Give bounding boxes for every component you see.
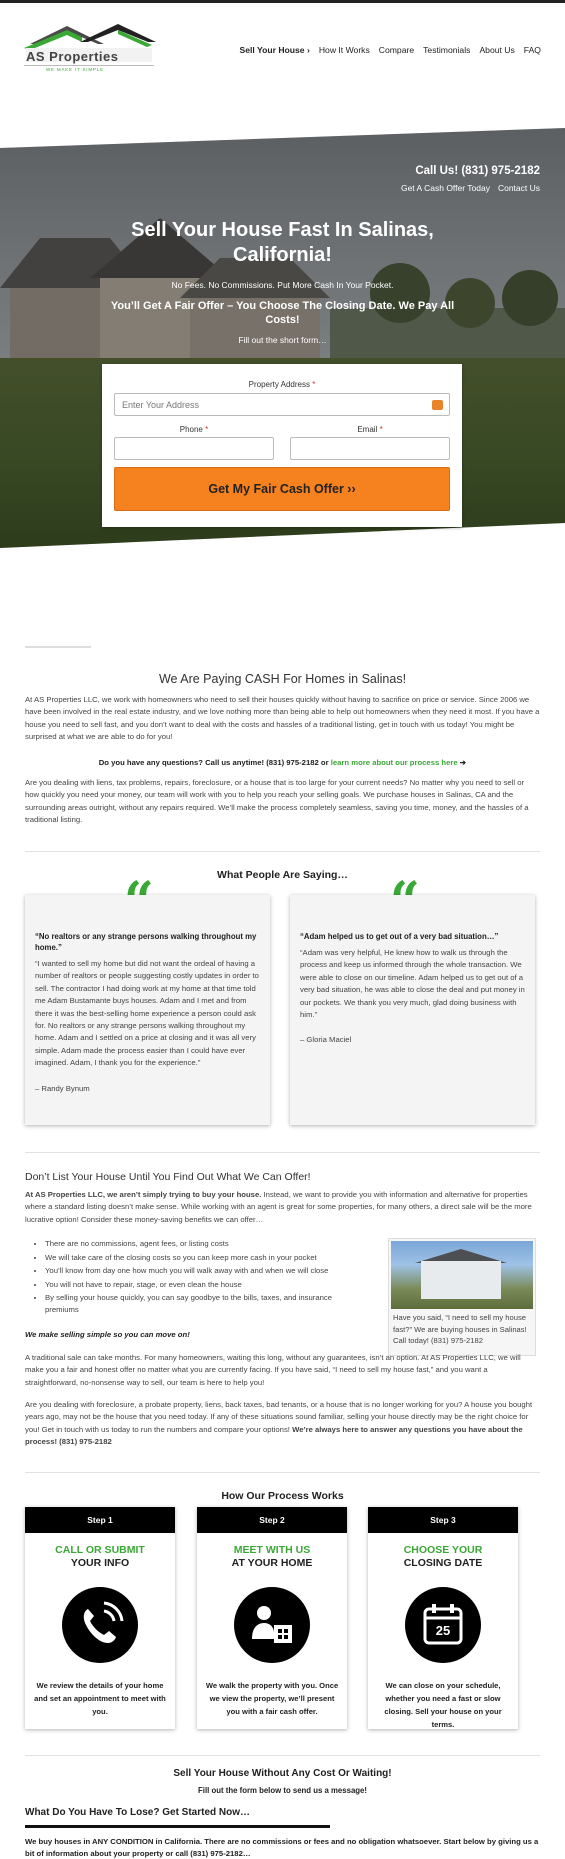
step-label: Step 1 [25, 1507, 175, 1533]
house-photo [391, 1241, 533, 1309]
testimonial-card [290, 895, 535, 1125]
phone-input[interactable] [114, 437, 274, 460]
calendar-icon [405, 1587, 481, 1663]
nav-sell-your-house[interactable]: Sell Your House › [239, 45, 310, 55]
step-title-dark: CLOSING DATE [403, 1557, 483, 1569]
benefit-item: • We will take care of the closing costs so you can keep more cash in your pocket [45, 1252, 365, 1264]
any-condition-paragraph: We buy houses in ANY CONDITION in California. There are no commissions or fees and no obligation whatsoever. Start below by giving us a bit of information about your property or call (831) 975-2182… [25, 1837, 539, 1859]
benefit-item: • You will not have to repair, stage, or even clean the house [45, 1279, 365, 1291]
step-label: Step 3 [368, 1507, 518, 1533]
step-description: We can close on your schedule, whether you need a fast or slow closing. Sell your house on your terms. [384, 1681, 502, 1729]
questions-line: Do you have any questions? Call us anytime! (831) 975-2182 or learn more about our process here ➔ [98, 758, 467, 767]
process-step-2 [197, 1507, 347, 1729]
selling-simple-text: We make selling simple so you can move on! [25, 1330, 190, 1339]
process-heading: How Our Process Works [221, 1490, 344, 1502]
benefits-list [45, 1238, 365, 1318]
heading-underline [25, 1825, 330, 1828]
get-offer-button[interactable]: Get My Fair Cash Offer ›› [114, 467, 450, 511]
learn-more-link[interactable]: learn more about our process here [330, 758, 458, 767]
email-input[interactable] [290, 437, 450, 460]
step-title-green: CHOOSE YOUR [403, 1544, 483, 1556]
phone-label: Phone * [179, 425, 209, 434]
calendar-day: 25 [435, 1623, 451, 1638]
dont-list-heading: Don’t List Your House Until You Find Out What We Can Offer! [25, 1171, 311, 1183]
divider [25, 1755, 540, 1756]
testimonial-title: “Adam helped us to get out of a very bad situation…” [300, 932, 499, 941]
benefit-item: • There are no commissions, agent fees, or listing costs [45, 1238, 365, 1250]
step-description: We walk the property with you. Once we view the property, we’ll present you with a fair cash offer. [205, 1681, 339, 1716]
divider [25, 1472, 540, 1473]
logo-text: AS Properties [26, 49, 119, 64]
address-input[interactable] [114, 393, 450, 416]
hero-links [401, 183, 540, 193]
benefit-item: • You’ll know from day one how much you will walk away with and when we will close [45, 1265, 365, 1277]
nav-testimonials[interactable]: Testimonials [423, 45, 471, 55]
location-icon [432, 400, 443, 410]
cash-offer-form [102, 364, 462, 527]
section-divider [25, 646, 91, 648]
testimonial-author: – Randy Bynum [35, 1083, 90, 1093]
main-nav [239, 45, 541, 55]
phone-icon [62, 1587, 138, 1663]
foreclosure-paragraph: Are you dealing with foreclosure, a probate property, liens, back taxes, bad tenants, or a house that is no longer working for you? A house you bought years ago, may not be the house that you need today. If any of these situations sound familiar, selling your house directly may be the right choice for you! Get in touch with us today to run the numbers and compare your options! We’re always here to answer any questions you have about the process! (831) 975-2182 [25, 1400, 533, 1447]
step-title-green: MEET WITH US [233, 1544, 311, 1556]
traditional-sale-paragraph: A traditional sale can take months. For many homeowners, waiting this long, without any guarantees, isn’t an option. At AS Properties LLC, we will make you a fair and honest offer no matter what you are currently facing. If you have said, “I need to sell my house fast,” and you want a straightforward, no-nonsense way to sell, our team is here to help you! [25, 1353, 521, 1387]
step-title-dark: YOUR INFO [70, 1557, 130, 1569]
testimonial-body: “I wanted to sell my home but did not want the ordeal of having a number of realtors or people suggesting costly updates in order to sell. The contractor I had doing work at my home at that time told me Adam Bustamante buys houses. Adam and I met and from there it was the best-selling home experience a person could ask for. No realtors or any strange persons walking throughout my home. Adam and I settled on a price at closing and it was all very simple. Adam made the process easier than I could have ever imagined. Adam, I thank you for the experience.” [35, 959, 259, 1068]
house-photo-card [388, 1238, 536, 1356]
nav-about-us[interactable]: About Us [479, 45, 515, 55]
contact-us-link[interactable]: Contact Us [497, 183, 540, 193]
nav-faq[interactable]: FAQ [523, 45, 541, 55]
step-description: We review the details of your home and set an appointment to meet with you. [34, 1681, 166, 1716]
nav-compare[interactable]: Compare [378, 45, 415, 55]
address-label: Property Address * [248, 380, 316, 389]
paying-cash-heading: We Are Paying CASH For Homes in Salinas! [158, 672, 407, 686]
cta-heading: Sell Your House Without Any Cost Or Waiting! [173, 1768, 392, 1779]
photo-caption: Have you said, “I need to sell my house fast?” We are buying houses in Salinas! Call today! (831) 975-2182 [393, 1313, 527, 1345]
process-step-1 [25, 1507, 175, 1729]
divider [25, 851, 540, 852]
hero-offer: You’ll Get A Fair Offer – You Choose The Closing Date. We Pay All Costs! [110, 300, 455, 326]
testimonial-author: – Gloria Maciel [300, 1035, 352, 1045]
hero-title: Sell Your House Fast In Salinas, California! [131, 219, 434, 266]
step-title-dark: AT YOUR HOME [231, 1557, 313, 1569]
house-meet-icon [234, 1587, 310, 1663]
benefit-item: • By selling your house quickly, you can say goodbye to the bills, taxes, and insurance premiums [45, 1292, 365, 1316]
dealing-paragraph: Are you dealing with liens, tax problems, repairs, foreclosure, or a house that is too large for your current needs? No matter why you need to sell or how quickly you need your money, our team will work with you to help you reach your selling goals. We purchase houses in Salinas, CA and the surrounding areas outright, without any repairs required. We’ll make the process completely seamless, saving you time, money, and the hassles of a traditional listing. [25, 778, 529, 825]
hero-fill-out: Fill out the short form… [238, 335, 327, 345]
cta-subheading: Fill out the form below to send us a message! [198, 1786, 367, 1795]
site-logo[interactable] [22, 22, 177, 82]
testimonial-body: “Adam was very helpful, He knew how to walk us through the process and keep us informed through the whole transaction. We were able to close on our timeline. Adam helped us to get out of a very bad situation, he was able to close the deal and put money in our pockets. We thank you very much, glad doing business with him.” [300, 948, 525, 1020]
arrow-icon: ➔ [459, 758, 467, 767]
step-title-green: CALL OR SUBMIT [55, 1544, 145, 1556]
top-border [0, 0, 565, 3]
email-label: Email * [357, 425, 383, 434]
what-to-lose-heading: What Do You Have To Lose? Get Started Now… [25, 1807, 251, 1818]
logo-divider [24, 65, 154, 66]
testimonials-heading: What People Are Saying… [217, 869, 348, 881]
process-step-3 [368, 1507, 518, 1729]
hero-phone[interactable]: Call Us! (831) 975-2182 [415, 165, 540, 177]
testimonial-card [25, 895, 270, 1125]
get-cash-offer-link[interactable]: Get A Cash Offer Today [400, 183, 490, 193]
testimonial-title: “No realtors or any strange persons walking throughout my home.” [35, 932, 257, 952]
dont-list-intro: At AS Properties LLC, we aren’t simply trying to buy your house. Instead, we want to provide you with information and alternative for properties where a standard listing doesn’t make sense. While working with an agent is great for some properties, for many others, a direct sale will be the more lucrative option! Consider these money-saving benefits we can offer… [25, 1190, 532, 1224]
logo-tagline: WE MAKE IT SIMPLE [46, 67, 104, 72]
address-placeholder: Enter Your Address [122, 400, 200, 410]
divider [25, 1152, 540, 1153]
intro-paragraph: At AS Properties LLC, we work with homeowners who need to sell their houses quickly without having to sacrifice on price or service. Since 2006 we have been involved in the real estate industry, and we love nothing more than being able to help out homeowners when they need it most. If you have a house you need to sell fast, and you don’t want to deal with the costs and hassles of a traditional listing, get in touch with us today! You might be surprised at what we are able to do for you! [25, 695, 540, 742]
step-label: Step 2 [197, 1507, 347, 1533]
nav-how-it-works[interactable]: How It Works [318, 45, 370, 55]
hero-subline: No Fees. No Commissions. Put More Cash In Your Pocket. [171, 280, 394, 290]
